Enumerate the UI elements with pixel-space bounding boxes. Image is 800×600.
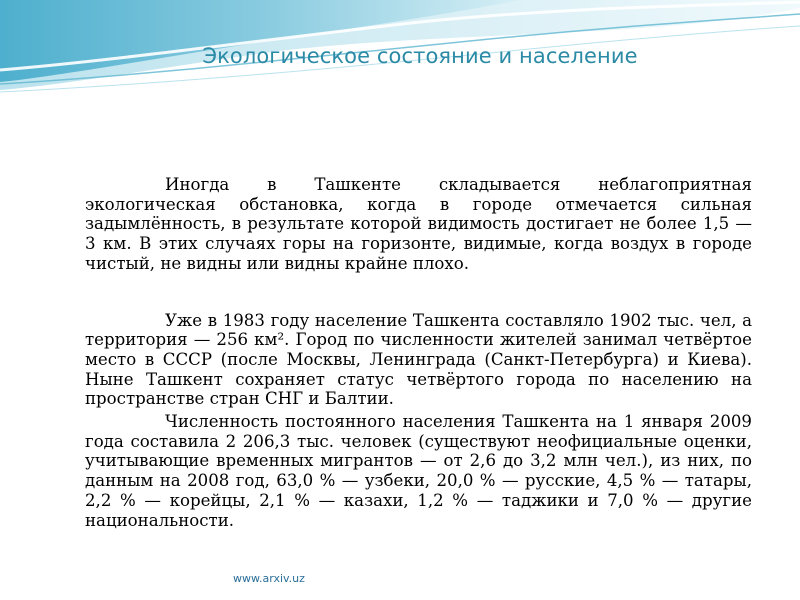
paragraph-population-1983: Уже в 1983 году население Ташкента составляло 1902 тыс. чел, а территория — 256 км². Город по численности жителей занимал четвёртое место в СССР (после Москвы, Ленинграда (Санкт-Петербурга) и Киева). Ныне Ташкент сохраняет статус четвёртого города по населению на пространстве стран СНГ и Балтии.: [85, 310, 752, 409]
slide-body: [85, 175, 752, 530]
paragraph-population-2009: Численность постоянного населения Ташкента на 1 января 2009 года составила 2 206,3 тыс. человек (существуют неофициальные оценки, учитывающие временных мигрантов — от 2,6 до 3,2 млн чел.), из них, по данным на 2008 год, 63,0 % — узбеки, 20,0 % — русские, 4,5 % — татары, 2,2 % — корейцы, 2,1 % — казахи, 1,2 % — таджики и 7,0 % — другие национальности.: [85, 412, 752, 530]
paragraph-ecology: Иногда в Ташкенте складывается неблагоприятная экологическая обстановка, когда в городе отмечается сильная задымлённость, в результате которой видимость достигает не более 1,5 — 3 км. В этих случаях горы на горизонте, видимые, когда воздух в городе чистый, не видны или видны крайне плохо.: [85, 175, 752, 273]
slide-title: Экологическое состояние и население: [202, 44, 638, 68]
footer-url: www.arxiv.uz: [233, 572, 305, 585]
